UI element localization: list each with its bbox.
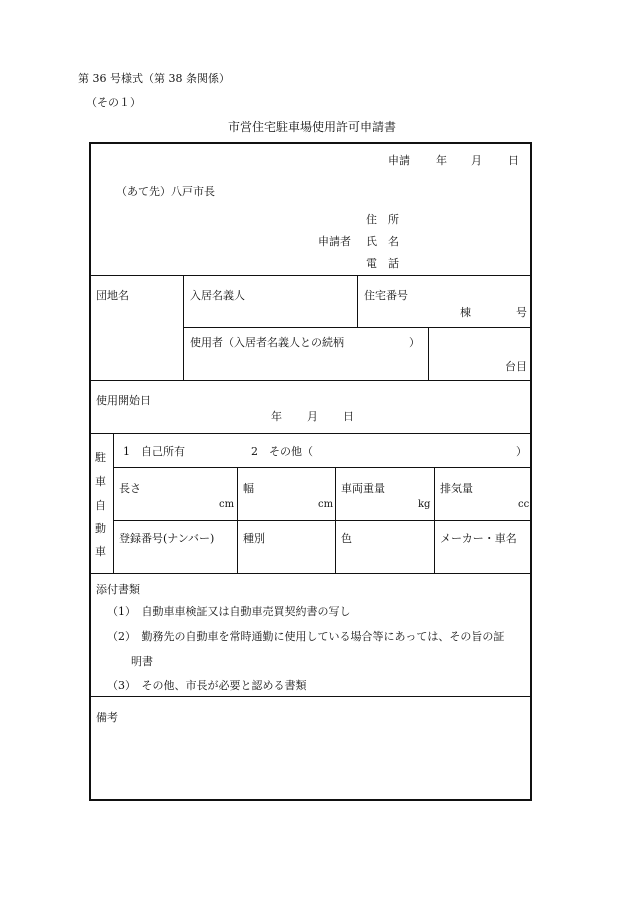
divider: [434, 467, 435, 573]
divider: [428, 327, 429, 380]
divider: [183, 275, 184, 380]
start-date-label: 使用開始日: [96, 394, 151, 407]
divider: [91, 275, 531, 276]
plate-label: 登録番号(ナンバー): [119, 532, 215, 545]
divider: [183, 327, 531, 328]
divider: [335, 467, 336, 573]
name-label: 氏 名: [366, 235, 399, 248]
application-form: [89, 142, 532, 801]
vehicle-section-label-4: 動: [95, 522, 106, 535]
form-number: 第 36 号様式（第 38 条関係）: [78, 72, 230, 85]
vehicle-section-label-1: 駐: [95, 451, 106, 464]
remarks-label: 備考: [96, 711, 118, 724]
divider: [91, 573, 531, 574]
phone-label: 電 話: [366, 257, 399, 270]
complex-name-label: 団地名: [96, 289, 129, 302]
start-month: 月: [307, 410, 318, 423]
divider: [91, 433, 531, 434]
vehicle-count-label: 台目: [505, 360, 527, 373]
divider: [91, 696, 531, 697]
building-label: 棟: [460, 306, 471, 319]
width-unit: cm: [318, 499, 334, 510]
addressee: （あて先）八戸市長: [116, 185, 215, 198]
attachment-item-3: （3） その他、市長が必要と認める書類: [107, 679, 307, 692]
weight-unit: kg: [418, 499, 431, 510]
attachments-label: 添付書類: [96, 583, 140, 596]
width-label: 幅: [243, 482, 254, 495]
divider: [237, 467, 238, 573]
vehicle-section-label-3: 自: [95, 499, 106, 512]
start-year: 年: [271, 410, 282, 423]
length-label: 長さ: [119, 482, 141, 495]
page-title: 市営住宅駐車場使用許可申請書: [228, 120, 397, 134]
ownership-self: 1 自己所有: [123, 445, 185, 458]
form-sub-number: （その１）: [86, 96, 141, 109]
divider: [113, 467, 531, 468]
user-label: 使用者（入居者名義人との続柄: [190, 336, 344, 349]
unit-number-label: 住宅番号: [364, 289, 408, 302]
vehicle-section-label-2: 車: [95, 475, 106, 488]
date-year: 年: [436, 154, 447, 167]
color-label: 色: [341, 532, 352, 545]
date-prefix: 申請: [388, 154, 410, 167]
divider: [357, 275, 358, 327]
ownership-other: 2 その他（: [251, 445, 313, 458]
user-close: ）: [409, 336, 420, 349]
start-day: 日: [343, 410, 354, 423]
date-day: 日: [508, 154, 519, 167]
attachment-item-2: （2） 勤務先の自動車を常時通勤に使用している場合等にあっては、その旨の証: [107, 630, 505, 643]
divider: [113, 433, 114, 573]
applicant-label: 申請者: [318, 235, 351, 248]
type-label: 種別: [243, 532, 265, 545]
displacement-label: 排気量: [440, 482, 473, 495]
tenant-name-label: 入居名義人: [190, 289, 245, 302]
vehicle-section-label-5: 車: [95, 545, 106, 558]
weight-label: 車両重量: [341, 482, 385, 495]
displacement-unit: cc: [518, 499, 530, 510]
number-label: 号: [516, 306, 527, 319]
attachment-item-1: （1） 自動車車検証又は自動車売買契約書の写し: [107, 605, 351, 618]
maker-label: メーカー・車名: [440, 532, 517, 545]
length-unit: cm: [219, 499, 235, 510]
address-label: 住 所: [366, 213, 399, 226]
attachment-item-2-cont: 明書: [131, 655, 153, 668]
divider: [91, 380, 531, 381]
ownership-close: ）: [516, 445, 527, 458]
divider: [113, 520, 531, 521]
date-month: 月: [471, 154, 482, 167]
